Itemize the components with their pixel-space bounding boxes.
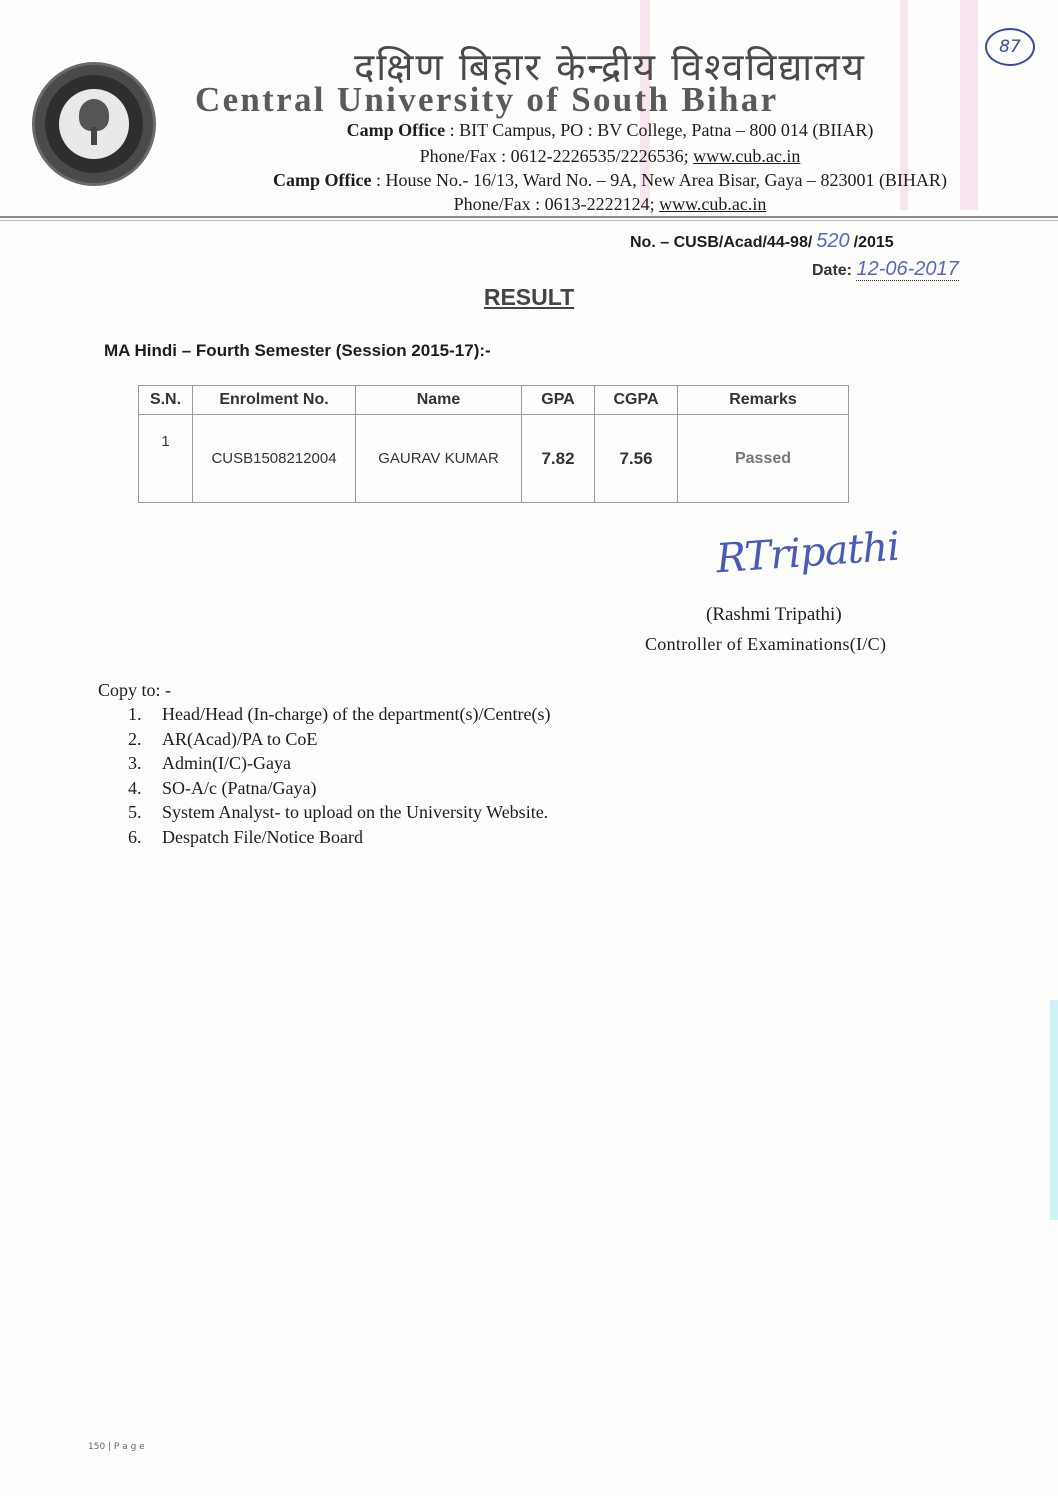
cell-remarks: Passed — [678, 415, 849, 503]
reference-prefix: No. – CUSB/Acad/44-98/ — [630, 234, 813, 251]
office2-phone: Phone/Fax : 0613-2222124; — [453, 194, 660, 214]
office2-website-link[interactable]: www.cub.ac.in — [659, 194, 767, 214]
date-value: 12-06-2017 — [856, 258, 959, 280]
date-label: Date: — [812, 262, 857, 279]
column-header-name: Name — [356, 386, 522, 415]
reference-suffix: /2015 — [853, 234, 894, 251]
office1-phone: Phone/Fax : 0612-2226535/2226536; — [419, 146, 694, 166]
signatory-designation: Controller of Examinations(I/C) — [645, 634, 887, 654]
list-item: 4. SO-A/c (Patna/Gaya) — [128, 777, 317, 798]
header-divider-thin — [0, 220, 1058, 221]
university-name-english: Central University of South Bihar — [195, 80, 779, 119]
table-row — [139, 415, 849, 503]
column-header-sn: S.N. — [139, 386, 193, 415]
office1-address-line — [160, 120, 1058, 141]
signatory-name: (Rashmi Tripathi) — [706, 604, 842, 625]
page-footer: 150 | P a g e — [88, 1442, 145, 1452]
reference-number — [630, 230, 894, 253]
document-date — [812, 258, 959, 281]
handwritten-signature: RTripathi — [714, 523, 901, 583]
office2-address-line — [160, 170, 1058, 191]
list-item: 3. Admin(I/C)-Gaya — [128, 753, 291, 773]
office2-label: Camp Office — [273, 170, 372, 190]
cell-sn: 1 — [139, 415, 193, 503]
office1-website-link[interactable]: www.cub.ac.in — [693, 146, 801, 166]
office1-label: Camp Office — [346, 120, 446, 140]
cell-enrolment: CUSB1508212004 — [193, 415, 356, 503]
cell-name: GAURAV KUMAR — [356, 415, 522, 503]
office2-address: : House No.- 16/13, Ward No. – 9A, New Area Bisar, Gaya – 823001 (BIHAR) — [371, 170, 947, 190]
cell-cgpa: 7.56 — [595, 415, 678, 503]
page-title: RESULT — [483, 284, 575, 310]
list-item: 5. System Analyst- to upload on the University Website. — [128, 802, 549, 822]
university-seal-logo — [32, 62, 156, 186]
office1-address: : BIT Campus, PO : BV College, Patna – 800 014 (BIIAR) — [445, 120, 874, 140]
column-header-gpa: GPA — [522, 386, 595, 415]
list-item: 1. Head/Head (In-charge) of the department(s)/Centre(s) — [128, 704, 551, 724]
programme-subtitle: MA Hindi – Fourth Semester (Session 2015-17):- — [104, 341, 491, 360]
list-item: 2. AR(Acad)/PA to CoE — [128, 728, 318, 749]
table-header-row — [139, 386, 849, 415]
cell-gpa: 7.82 — [522, 415, 595, 503]
office2-contact-line — [160, 194, 1058, 215]
column-header-enrolment: Enrolment No. — [193, 386, 356, 415]
university-name-hindi: दक्षिण बिहार केन्द्रीय विश्वविद्यालय — [354, 45, 866, 89]
reference-handwritten-number: 520 — [816, 230, 850, 252]
page-number-mark: 87 — [985, 28, 1035, 66]
header-divider — [0, 216, 1058, 218]
scan-artifact — [1050, 1000, 1058, 1220]
copy-to-label: Copy to: - — [98, 680, 172, 700]
result-table — [138, 385, 849, 503]
column-header-cgpa: CGPA — [595, 386, 678, 415]
list-item: 6. Despatch File/Notice Board — [128, 826, 363, 847]
column-header-remarks: Remarks — [678, 386, 849, 415]
copy-to-list — [128, 704, 551, 851]
office1-contact-line — [160, 146, 1058, 167]
